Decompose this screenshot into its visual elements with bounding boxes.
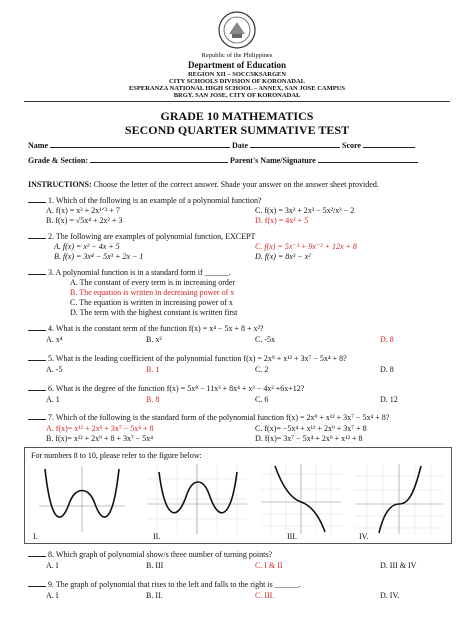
deped-seal-logo <box>217 10 257 50</box>
q2-stem: 2. The following are examples of polynomial function, EXCEPT <box>48 232 256 241</box>
q8-option-a[interactable]: A. I <box>46 561 59 570</box>
name-field[interactable] <box>28 141 415 150</box>
q6-option-c[interactable]: C. 6 <box>255 395 269 404</box>
graph-1 <box>37 464 127 534</box>
q7-option-a[interactable]: A. f(x)= x¹² + 2x⁹ + 3x⁷ − 5x⁴ + 8 <box>46 424 154 433</box>
q7-option-d[interactable]: D. f(x)= 3x⁷ − 5x⁴ + 2x⁹ + x¹² + 8 <box>255 434 363 443</box>
q5-option-a[interactable]: A. -5 <box>46 365 63 374</box>
q9-option-d[interactable]: D. IV. <box>380 591 400 600</box>
instructions <box>28 180 379 189</box>
q5-stem: 5. What is the leading coefficient of the polynomial function f(x) = 2x⁹ + x¹² + 3x⁷ − 5x⁴ + 8? <box>48 354 347 363</box>
graph-4 <box>355 464 443 534</box>
q9-option-a[interactable]: A. I <box>46 591 59 600</box>
instructions-text: Choose the letter of the correct answer. Shade your answer on the answer sheet provided. <box>91 180 379 189</box>
graph-1-label: I. <box>33 532 38 541</box>
graph-3 <box>261 464 341 534</box>
q4-option-b[interactable]: B. x² <box>146 335 162 344</box>
q8-option-b[interactable]: B. III <box>146 561 164 570</box>
q6-option-b[interactable]: B. 8 <box>146 395 160 404</box>
region-line: REGION XII – SOCCSKSARGEN <box>187 71 287 78</box>
q3-stem: 3. A polynomial function is in a standard form if ______. <box>48 268 231 277</box>
q8-option-c[interactable]: C. I & II <box>255 561 283 570</box>
question-2 <box>28 232 255 241</box>
question-1 <box>28 196 262 205</box>
question-3 <box>28 268 231 277</box>
q3-option-b[interactable]: B. The equation is written in decreasing power of x <box>70 288 235 297</box>
parent-label: Parent's Name/Signature <box>230 156 316 165</box>
graph-figure <box>24 447 452 544</box>
q7-stem: 7. Which of the following is the standard form of the polynomial function f(x) = 2x⁹ + x¹² + 3x⁷ − 5x⁴ + 8? <box>48 413 390 422</box>
question-5 <box>28 354 347 363</box>
address-line: BRGY. SAN JOSE, CITY OF KORONADAL <box>173 92 301 99</box>
header-divider <box>24 101 450 102</box>
school-line: ESPERANZA NATIONAL HIGH SCHOOL – ANNEX, SAN JOSE CAMPUS <box>128 85 346 92</box>
q2-option-a[interactable]: A. f(x) = x² − 4x + 5 <box>54 242 120 251</box>
test-title: GRADE 10 MATHEMATICS <box>160 109 314 123</box>
question-7 <box>28 413 389 422</box>
q6-stem: 6. What is the degree of the function f(x) = 5x⁸ − 11x³ + 8x⁴ + x³ − 4x² +6x+12? <box>48 384 305 393</box>
q8-stem: 8. Which graph of polynomial show/s three number of turning points? <box>48 550 273 559</box>
q4-option-a[interactable]: A. x⁴ <box>46 335 63 344</box>
q4-option-c[interactable]: C. -5x <box>255 335 275 344</box>
date-label: Date <box>232 141 248 150</box>
q3-option-d[interactable]: D. The term with the highest constant is written first <box>70 308 238 317</box>
test-subtitle: SECOND QUARTER SUMMATIVE TEST <box>124 123 350 137</box>
q7-option-c[interactable]: C. f(x)= −5x⁴ + x¹² + 2x⁹ + 3x⁷ + 8 <box>255 424 367 433</box>
department-line: Department of Education <box>188 60 286 70</box>
q2-option-b[interactable]: B. f(x) = 3x⁴ − 5x³ + 2x − 1 <box>54 252 144 261</box>
q9-stem: 9. The graph of polynomial that rises to the left and falls to the right is ______. <box>48 580 301 589</box>
q1-option-c[interactable]: C. f(x) = 3x² + 2x³ − 5x²/x³ − 2 <box>255 206 355 215</box>
q9-option-c[interactable]: C. III. <box>255 591 275 600</box>
figure-caption: For numbers 8 to 10, please refer to the figure below: <box>31 451 202 460</box>
q2-option-c[interactable]: C. f(x) = 5x⁻³ + 9x⁻² + 12x + 8 <box>255 242 357 251</box>
grade-section-label: Grade & Section: <box>28 156 88 165</box>
q2-option-d[interactable]: D. f(x) = 8x³ − x² <box>255 252 311 261</box>
q6-option-d[interactable]: D. 12 <box>380 395 398 404</box>
graph-2-label: II. <box>153 532 161 541</box>
republic-line: Republic of the Philippines <box>201 52 273 59</box>
q3-option-a[interactable]: A. The constant of every term is in increasing order <box>70 278 236 287</box>
q4-option-d[interactable]: D. 8 <box>380 335 394 344</box>
q7-option-b[interactable]: B. f(x)= x¹² + 2x⁹ + 8 + 3x⁷ − 5x⁴ <box>46 434 154 443</box>
score-label: Score <box>342 141 361 150</box>
q1-stem: 1. Which of the following is an example of a polynomial function? <box>48 196 262 205</box>
q3-option-c[interactable]: C. The equation is written in increasing power of x <box>70 298 233 307</box>
q1-option-b[interactable]: B. f(x) = √5x⁴ + 2x² + 3 <box>46 216 123 225</box>
question-8 <box>28 550 272 559</box>
grade-section-field[interactable] <box>28 156 418 165</box>
graph-4-label: IV. <box>359 532 369 541</box>
q4-stem: 4. What is the constant term of the function f(x) = x⁴ − 5x + 8 + x²? <box>48 324 264 333</box>
q8-option-d[interactable]: D. III & IV <box>380 561 417 570</box>
question-4 <box>28 324 263 333</box>
division-line: CITY SCHOOLS DIVISION OF KORONADAL <box>168 78 306 85</box>
q5-option-b[interactable]: B. 1 <box>146 365 160 374</box>
graph-3-label: III. <box>287 532 297 541</box>
q1-option-a[interactable]: A. f(x) = x³ + 2x¹ᐟ² + 7 <box>46 206 120 215</box>
q6-option-a[interactable]: A. 1 <box>46 395 60 404</box>
q5-option-c[interactable]: C. 2 <box>255 365 269 374</box>
question-6 <box>28 384 304 393</box>
q9-option-b[interactable]: B. II. <box>146 591 163 600</box>
question-9 <box>28 580 301 589</box>
instructions-label: INSTRUCTIONS: <box>28 180 92 189</box>
name-label: Name <box>28 141 48 150</box>
q1-option-d[interactable]: D. f(x) = 4x² + 5 <box>255 216 309 225</box>
q5-option-d[interactable]: D. 8 <box>380 365 394 374</box>
graph-2 <box>147 464 247 534</box>
